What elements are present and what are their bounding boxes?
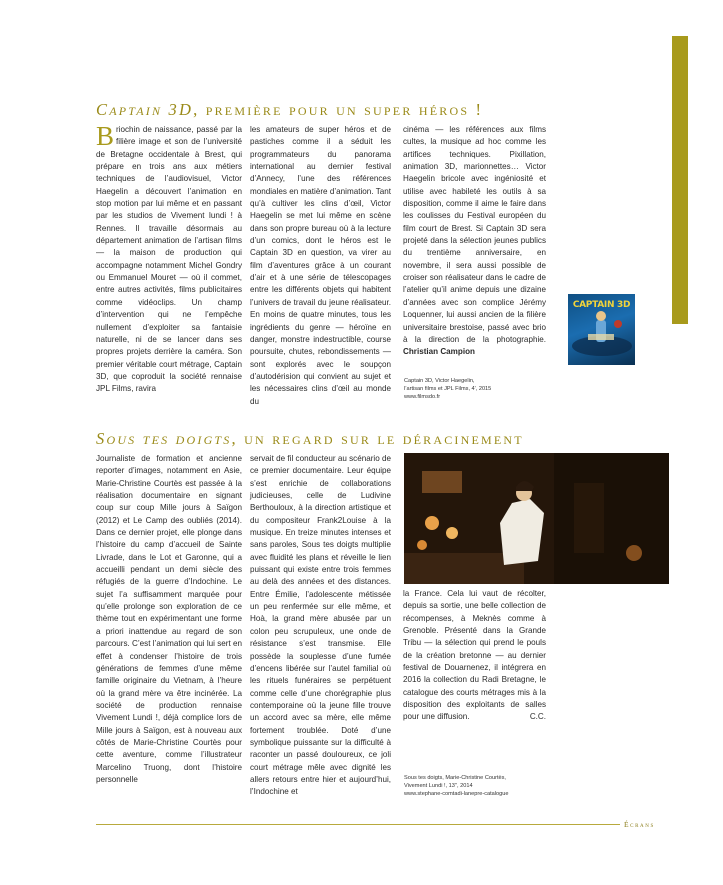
article2-col2-text: servait de fil conducteur au scénario de ce premier documentaire. Leur équipe s’est enrichie de collaborations judicieuses, celle de Ludivine Berthouloux, à la direction artistique et du compositeur Frank2Louise à la musique. En treize minutes intenses et sans paroles, Sous tes doigts multiplie avec fluidité les plans et réveille le lien puissant qui existe entre trois femmes au delà des années et des distances. Entre Émilie, l’adolescente métissée un peu renfermée sur elle même, et Hoà, la grand mère abusée par un colon peu scrupuleux, une onde de résistance s’est transmise. Elle possède la souplesse d’une fumée d’encens libérée sur l’autel familial où les rituels funéraires se perpétuent comme celle d’une chorégraphie plus contemporaine où la jeune fille trouve un accord avec sa mère, elle même fortement troublée. Doté d’une symbolique puissante sur la difficulté à raconter un passé douloureux, ce joli court métrage mêle avec dignité les allers retours entre hier et aujourd’hui, l’Indochine et xyxy=(250,454,391,797)
article2-column-1 xyxy=(96,453,242,786)
caption-line: Sous tes doigts, Marie-Christine Courtès, xyxy=(404,775,506,781)
poster-illustration xyxy=(568,294,635,365)
footer-label: Écrans xyxy=(624,820,655,829)
article2-column-2 xyxy=(250,453,391,799)
article1-col1-text: riochin de naissance, passé par la filière image et son de l’université de Bretagne occidentale à Brest, qui prépare en trois ans aux métiers techniques de l’audiovisuel, Victor Haegelin a découvert l’animation en stop motion par lui même et en passant par les studios de Vivement lundi ! à Rennes. Il travaille désormais au département animation de l’artisan films — la maison de production qui accompagne notamment Michel Gondry ou Emmanuel Mouret — où il commet, entre autres activités, films publicitaires comme vidéoclips. Un champ d’intervention qui ne l’empêche nullement d’exploiter sa fantaisie naturelle, ni de se lancer dans ses propres projets derrière la caméra. Son premier véritable court métrage, Captain 3D, que coproduit la société rennaise JPL Films, ravira xyxy=(96,125,242,394)
article1-col2-text: les amateurs de super héros et de pastiches comme il a séduit les programmateurs du panorama international au dernier festival d’Annecy, l’une des références mondiales en matière d’animation. Tant qu’à cultiver les clins d’œil, Victor Haegelin se met lui même en scène dans son propre bureau où à la lecture d’un comics, dont le héros est le Captain 3D en question, va virer au film d’aventures grâce à un courant d’air et à une série de télescopages entre les différents objets qui habitent l’univers de travail du jeune réalisateur. En moins de quatre minutes, tous les ingrédients du genre — héroïne en danger, monstre indestructible, course poursuite, chutes, rebondissements — sont explorés avec le soupçon d’autodérision qui convient au sujet et les nécessaires clins d’œil au monde du xyxy=(250,125,391,406)
article1-heading-subtitle: , première pour un super héros ! xyxy=(193,100,484,119)
article2-signature: C.C. xyxy=(529,712,546,722)
article1-col3-text: cinéma — les références aux films cultes, la musique ad hoc comme les artifices techniques. Pixillation, animation 3D, marionnettes… Victor Haegelin bricole avec ingéniosité et utilise avec habileté les outils à sa disposition, comme il aime le faire dans les coulisses du Festival européen du film court de Brest. Si Captain 3D sera projeté dans la sélection jeunes publics du trentième anniversaire, en novembre, il sera aussi possible de croiser son réalisateur dans le cadre de l’atelier qu’il anime depuis une dizaine d’années avec son complice Jérémy Loquenner, lui aussi ancien de la filière universitaire brestoise, passé avec brio à la direction de la photographie. xyxy=(403,125,546,344)
article2-heading-title: Sous tes doigts xyxy=(96,429,232,448)
article1-heading-title: Captain 3D xyxy=(96,100,194,119)
article1-column-2 xyxy=(250,124,391,408)
poster-title: CAPTAIN 3D xyxy=(572,300,631,310)
article2-caption xyxy=(404,774,564,799)
sous-tes-doigts-still xyxy=(404,453,669,584)
article1-signature: Christian Campion xyxy=(403,347,475,357)
article1-column-3 xyxy=(403,124,546,359)
captain-3d-poster xyxy=(568,294,635,365)
article1-heading xyxy=(96,100,483,120)
section-tab xyxy=(672,36,688,324)
film-still-illustration xyxy=(404,453,669,584)
article1-caption xyxy=(404,377,544,402)
caption-line: l’artisan films et JPL Films, 4', 2015 xyxy=(404,386,492,393)
caption-line: Vivement Lundi !, 13'', 2014 xyxy=(404,783,473,790)
footer-rule xyxy=(96,824,620,825)
article2-col1-text: Journaliste de formation et ancienne reporter d’images, notamment en Asie, Marie-Christine Courtès est passée à la réalisation documentaire en signant coup sur coup Mille jours à Saïgon (2012) et Le Camp des oubliés (2014). Dans ce dernier projet, elle plonge dans l’histoire du camp d’accueil de Sainte Livrade, dans le Lot et Garonne, qui a accueilli pendant un demi siècle des réfugiés de la guerre d’Indochine. Le sujet l’a suffisamment marquée pour qu’elle prolonge son exploration de ce thème tout en expérimentant une forme a priori inattendue au regard de son parcours. C’est l’animation qui lui sert en effet à condenser l’histoire de trois générations de femmes d’une même famille originaire du Vietnam, à l’heure où la grand mère va être incinérée. La société de production rennaise Vivement Lundi !, déjà complice lors de Mille jours à Saïgon, est à nouveau aux côtés de Marie-Christine Courtès pour cette aventure, comme l’illustrateur Marcelino Truong, dont l’histoire personnelle xyxy=(96,454,242,784)
article2-heading xyxy=(96,429,524,449)
article1-column-1 xyxy=(96,121,242,396)
caption-line: www.stephane-comtadi-lanepre-catalogue xyxy=(404,791,509,798)
caption-line: www.filmsdo.fr xyxy=(404,394,441,401)
article2-col3-text: la France. Cela lui vaut de récolter, depuis sa sortie, une belle collection de récompenses, à Meknès comme à Grenoble. Présenté dans la Grande Tribu — la sélection qui prend le pouls de la création bretonne — au dernier festival de Douarnenez, il intégrera en 2016 la collection du Radi Bretagne, le catalogue des courts métrages mis à la disposition des exploitants de salles pour une diffusion. xyxy=(403,589,546,722)
article2-heading-subtitle: , un regard sur le déracinement xyxy=(231,429,524,448)
article2-column-3 xyxy=(403,588,546,724)
article1-dropcap: B xyxy=(96,121,115,151)
caption-line: Captain 3D, Victor Haegelin, xyxy=(404,378,475,384)
